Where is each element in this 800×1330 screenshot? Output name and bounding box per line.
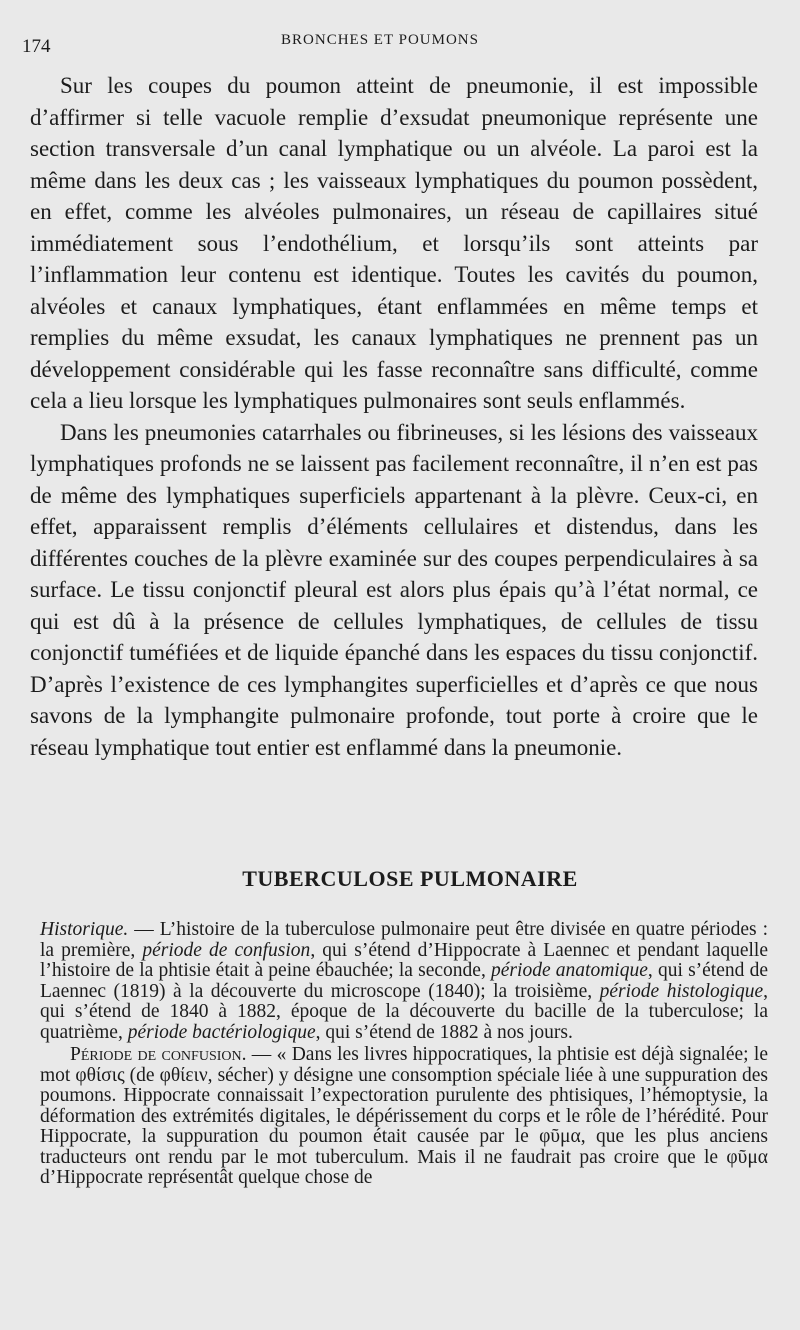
historique-term-bacteriologique: période bactériologique (127, 1021, 316, 1043)
historique-text-4: , qui s’étend de 1840 à 1882, époque de la découverte du bacille de la tuberculose; la quatrième, (40, 980, 769, 1043)
paragraph-pleural-lymphatics: Dans les pneumonies catarrhales ou fibrineuses, si les lésions des vaisseaux lymphatiques profonds ne se laissent pas facilement reconnaître, il n’en est pas de même des lymphatiques superficiels appartenant à la plèvre. Ceux-ci, en effet, apparaissent remplis d’éléments cellulaires et distendus, dans les différentes couches de la plèvre examinée sur des coupes perpendiculaires à sa surface. Le tissu conjonctif pleural est alors plus épais qu’à l’état normal, ce qui est dû à la présence de cellules lymphatiques, de cellules de tissu conjonctif tuméfiées et de liquide épanché dans les espaces du tissu conjonctif. D’après l’existence de ces lymphangites superficielles et d’après ce que nous savons de la lymphangite pulmonaire profonde, tout porte à croire que le réseau lymphatique tout entier est enflammé dans la pneumonie. (30, 419, 758, 760)
historique-text-2: , qui s’étend d’Hippocrate à Laennec et pendant laquelle l’histoire de la phtisie était à peine ébauchée; la seconde, (40, 939, 768, 981)
historique-lead: Historique. (40, 919, 129, 940)
confusion-lead: Période de confusion. (70, 1044, 247, 1065)
historique-term-anatomique: période anatomique (491, 960, 648, 981)
confusion-text: — « Dans les livres hippocratiques, la phtisie est déjà signalée; le mot φθίσις (de φθίειν, sécher) y désigne une consomption spéciale liée à une suppuration des poumons. Hippocrate connaissait l’expectoration purulente des phtisiques, l’hémoptysie, la déformation des extrémités digitales, le dépérissement du corps et le rôle de l’hérédité. Pour Hippocrate, la suppuration du poumon était causée par le φῦμα, que les plus anciens traducteurs ont rendu par le mot tuberculum. Mais il ne faudrait pas croire que le φῦμα d’Hippocrate représentât quelque chose de (40, 1044, 768, 1188)
history-section (40, 920, 768, 1189)
confusion-paragraph (40, 1045, 768, 1189)
running-header (0, 30, 800, 57)
historique-term-histologique: période histologique (599, 980, 764, 1002)
main-text (30, 70, 758, 763)
historique-term-confusion: période de confusion (142, 939, 311, 961)
historique-text-5: , qui s’étend de 1882 à nos jours. (315, 1021, 573, 1043)
section-heading: TUBERCULOSE PULMONAIRE (242, 866, 578, 891)
paragraph-lymphatics-alveoles: Sur les coupes du poumon atteint de pneumonie, il est impossible d’affirmer si telle vacuole remplie d’exsudat pneumonique représente une section transversale d’un canal lymphatique ou un alvéole. La paroi est la même dans les deux cas ; les vaisseaux lymphatiques du poumon possèdent, en effet, comme les alvéoles pulmonaires, un réseau de capillaires situé immédiatement sous l’endothélium, et lorsqu’ils sont atteints par l’inflammation leur contenu est identique. Toutes les cavités du poumon, alvéoles et canaux lymphatiques, étant enflammées en même temps et remplies du même exsudat, les canaux lymphatiques ne prennent pas un développement considérable qui les fasse reconnaître sans difficulté, comme cela a lieu lorsque les lymphatiques pulmonaires sont seuls enflammés. (30, 73, 758, 413)
running-title: BRONCHES ET POUMONS (281, 32, 479, 48)
historique-text-3: , qui s’étend de Laennec (1819) à la découverte du microscope (1840); la troisième, (40, 960, 768, 1002)
historique-text-1: — L’histoire de la tuberculose pulmonaire peut être divisée en quatre périodes : la première, (40, 919, 768, 961)
page-number: 174 (22, 36, 51, 57)
historique-paragraph (40, 920, 768, 1043)
